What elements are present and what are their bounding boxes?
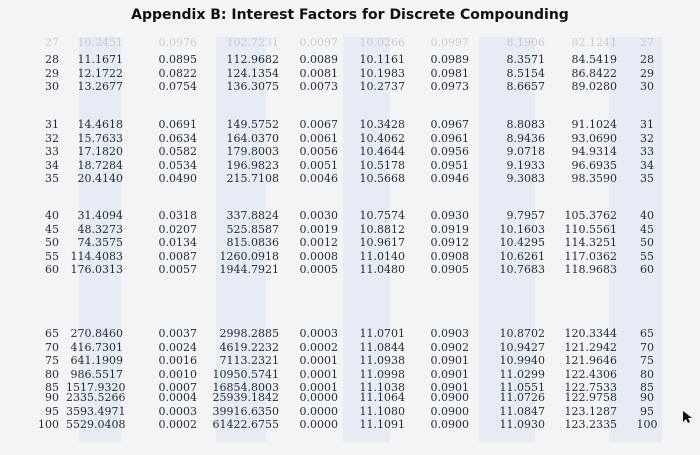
table-cell: 10.1603 [499,222,545,236]
partial-row-cell: 27 [45,36,59,49]
table-cell: 0.0919 [430,222,469,236]
partial-row-cell: 82.1241 [571,36,617,49]
table-cell: 0.0908 [430,249,469,263]
table-cell: 179.8003 [226,145,279,159]
partial-row-cell: 10.0266 [359,36,405,49]
table-cell: 0.0318 [158,209,197,222]
table-cell: 33 [45,145,59,159]
table-cell: 50 [45,236,59,250]
arrow-cursor-icon [683,411,693,423]
table-cell: 91.1024 [571,118,617,131]
table-cell: 0.0901 [430,354,469,368]
table-cell: 100 [38,418,59,432]
table-cell: 8.6657 [506,80,545,94]
table-cell: 0.0900 [430,404,469,418]
table-cell: 10.1983 [359,66,405,80]
table-cell: 80 [45,367,59,381]
table-cell: 11.0930 [499,418,545,432]
row-group [351,327,405,395]
table-cell: 11.0844 [359,340,405,354]
table-cell: 40 [45,209,59,222]
table-cell: 8.5154 [506,66,545,80]
table-cell: 123.2335 [564,418,617,432]
table-cell: 11.1038 [359,381,405,395]
table-cell: 11.1671 [77,53,123,66]
table-cell: 11.0938 [359,354,405,368]
table-cell: 122.7533 [564,381,617,395]
row-group [423,391,469,432]
table-cell: 110.5561 [564,222,617,236]
table-cell: 270.8460 [70,327,123,340]
partial-row-cell: 102.7231 [226,36,279,49]
row-group [423,209,469,277]
table-cell: 90 [640,391,654,404]
row-group [492,209,545,277]
table-cell: 34 [45,158,59,172]
row-group [632,53,662,94]
table-cell: 0.0754 [158,80,197,94]
table-cell: 10.8702 [499,327,545,340]
table-cell: 30 [45,80,59,94]
table-cell: 84.5419 [571,53,617,66]
table-cell: 95 [640,404,654,418]
row-group [293,327,338,395]
partial-row-cell: 27 [640,36,654,49]
table-cell: 0.0051 [299,158,338,172]
table-cell: 121.9646 [564,354,617,368]
table-cell: 31.4094 [77,209,123,222]
table-cell: 28 [45,53,59,66]
table-cell: 80 [640,367,654,381]
table-cell: 9.3083 [506,172,545,186]
table-cell: 10.9427 [499,340,545,354]
table-cell: 11.0998 [359,367,405,381]
table-cell: 0.0057 [158,263,197,277]
table-cell: 114.3251 [564,236,617,250]
row-group [66,327,126,395]
table-cell: 10.9940 [499,354,545,368]
table-cell: 0.0067 [299,118,338,131]
table-cell: 1944.7921 [219,263,279,277]
table-cell: 10.3428 [359,118,405,131]
row-group [293,209,338,277]
row-group [557,209,617,277]
table-cell: 10.2737 [359,80,405,94]
row-group [351,209,405,277]
row-group [151,327,197,395]
row-group [351,391,405,432]
row-group [207,327,279,395]
table-cell: 0.0046 [299,172,338,186]
table-cell: 29 [640,66,654,80]
table-cell: 74.3575 [77,236,123,250]
table-cell: 10.4295 [499,236,545,250]
table-cell: 61422.6755 [212,418,279,432]
table-cell: 10.8812 [359,222,405,236]
table-cell: 55 [45,249,59,263]
table-cell: 5529.0408 [66,418,126,432]
table-cell: 9.0718 [506,145,545,159]
table-cell: 0.0037 [158,327,197,340]
table-cell: 0.0003 [299,327,338,340]
table-cell: 11.0551 [499,381,545,395]
table-cell: 11.1091 [359,418,405,432]
table-cell: 10.5668 [359,172,405,186]
table-cell: 0.0002 [158,418,197,432]
table-cell: 112.9682 [226,53,279,66]
table-cell: 85 [640,381,654,395]
row-group [151,391,197,432]
table-cell: 0.0905 [430,263,469,277]
table-cell: 15.7633 [77,131,123,145]
partial-row-cell: 8.1906 [506,36,545,49]
table-cell: 90 [45,391,59,404]
table-cell: 11.0299 [499,367,545,381]
row-group [632,209,662,277]
table-cell: 60 [45,263,59,277]
row-group [632,327,662,395]
table-cell: 10.5178 [359,158,405,172]
table-cell: 17.1820 [77,145,123,159]
table-cell: 65 [640,327,654,340]
table-cell: 10950.5741 [212,367,279,381]
table-cell: 0.0004 [158,391,197,404]
table-cell: 7113.2321 [219,354,279,368]
table-cell: 117.0362 [564,249,617,263]
table-cell: 28 [640,53,654,66]
row-group [557,391,617,432]
page-title: Appendix B: Interest Factors for Discrete Compounding [131,7,569,23]
row-group [26,391,59,432]
row-group [207,53,279,94]
table-columns [26,37,662,442]
table-cell: 0.0973 [430,80,469,94]
table-cell: 10.1161 [359,53,405,66]
table-cell: 10.4644 [359,145,405,159]
table-cell: 215.7108 [226,172,279,186]
table-cell: 196.9823 [226,158,279,172]
partial-row-cell: 0.0997 [430,36,469,49]
table-cell: 0.0822 [158,66,197,80]
table-cell: 122.9758 [564,391,617,404]
table-cell: 0.0073 [299,80,338,94]
row-group [207,391,279,432]
table-cell: 0.0634 [158,131,197,145]
table-cell: 8.9436 [506,131,545,145]
table-cell: 39916.6350 [212,404,279,418]
table-cell: 118.9683 [564,263,617,277]
table-cell: 11.0847 [499,404,545,418]
table-cell: 11.0726 [499,391,545,404]
table-cell: 11.1064 [359,391,405,404]
table-cell: 0.0902 [430,340,469,354]
table-cell: 0.0001 [299,354,338,368]
table-cell: 34 [640,158,654,172]
table-cell: 122.4306 [564,367,617,381]
table-cell: 0.0000 [299,404,338,418]
table-cell: 10.7683 [499,263,545,277]
table-cell: 16854.8003 [212,381,279,395]
table-cell: 120.3344 [564,327,617,340]
table-cell: 14.4618 [77,118,123,131]
table-cell: 50 [640,236,654,250]
table-cell: 0.0951 [430,158,469,172]
table-cell: 0.0019 [299,222,338,236]
row-group [423,53,469,94]
table-cell: 0.0087 [158,249,197,263]
table-cell: 18.7284 [77,158,123,172]
table-cell: 0.0005 [299,263,338,277]
table-cell: 89.0280 [571,80,617,94]
row-group [26,327,59,395]
table-cell: 0.0134 [158,236,197,250]
table-cell: 149.5752 [226,118,279,131]
table-cell: 0.0089 [299,53,338,66]
table-cell: 65 [45,327,59,340]
table-cell: 13.2677 [77,80,123,94]
table-cell: 1517.9320 [66,381,126,395]
row-group [423,327,469,395]
row-group [66,118,123,186]
table-cell: 32 [45,131,59,145]
table-cell: 45 [45,222,59,236]
table-cell: 105.3762 [564,209,617,222]
table-cell: 10.6261 [499,249,545,263]
table-cell: 0.0012 [299,236,338,250]
row-group [557,118,617,186]
row-group [66,209,123,277]
table-cell: 2335.5266 [66,391,126,404]
partial-row-cell: 10.2451 [77,36,123,49]
row-group [66,53,123,94]
table-cell: 136.3075 [226,80,279,94]
row-group [207,209,279,277]
table-cell: 0.0967 [430,118,469,131]
table-cell: 8.8083 [506,118,545,131]
row-group [423,118,469,186]
table-cell: 337.8824 [226,209,279,222]
table-cell: 0.0900 [430,418,469,432]
table-cell: 121.2942 [564,340,617,354]
table-cell: 95 [45,404,59,418]
table-cell: 11.1080 [359,404,405,418]
table-cell: 30 [640,80,654,94]
table-cell: 0.0691 [158,118,197,131]
table-cell: 0.0000 [299,418,338,432]
table-cell: 0.0901 [430,381,469,395]
row-group [151,209,197,277]
table-cell: 98.3590 [571,172,617,186]
table-cell: 0.0981 [430,66,469,80]
table-cell: 114.4083 [70,249,123,263]
row-group [351,118,405,186]
table-cell: 0.0061 [299,131,338,145]
row-group [293,391,338,432]
table-cell: 4619.2232 [219,340,279,354]
table-cell: 0.0056 [299,145,338,159]
row-group [293,118,338,186]
table-cell: 75 [640,354,654,368]
table-cell: 986.5517 [70,367,123,381]
table-cell: 525.8587 [226,222,279,236]
table-cell: 124.1354 [226,66,279,80]
table-cell: 9.1933 [506,158,545,172]
table-cell: 11.0480 [359,263,405,277]
table-cell: 0.0912 [430,236,469,250]
table-cell: 35 [45,172,59,186]
row-group [557,327,617,395]
table-cell: 11.0140 [359,249,405,263]
table-cell: 10.7574 [359,209,405,222]
table-cell: 0.0002 [299,340,338,354]
table-cell: 75 [45,354,59,368]
table-cell: 0.0582 [158,145,197,159]
table-cell: 0.0961 [430,131,469,145]
table-cell: 86.8422 [571,66,617,80]
table-cell: 45 [640,222,654,236]
table-cell: 123.1287 [564,404,617,418]
table-cell: 29 [45,66,59,80]
table-cell: 93.0690 [571,131,617,145]
table-cell: 70 [640,340,654,354]
table-cell: 0.0003 [158,404,197,418]
table-cell: 0.0016 [158,354,197,368]
table-cell: 100 [636,418,658,432]
table-cell: 0.0946 [430,172,469,186]
table-cell: 0.0900 [430,391,469,404]
table-cell: 31 [640,118,654,131]
row-group [66,391,126,432]
table-cell: 0.0956 [430,145,469,159]
row-group [26,53,59,94]
table-cell: 2998.2885 [219,327,279,340]
table-cell: 60 [640,263,654,277]
table-cell: 40 [640,209,654,222]
table-cell: 0.0024 [158,340,197,354]
table-cell: 0.0007 [158,381,197,395]
table-cell: 10.4062 [359,131,405,145]
table-cell: 0.0901 [430,367,469,381]
table-cell: 0.0207 [158,222,197,236]
row-group [293,53,338,94]
row-group [492,118,545,186]
partial-row-cell: 0.0976 [158,36,197,49]
row-group [632,118,662,186]
table-cell: 25939.1842 [212,391,279,404]
row-group [492,391,545,432]
table-cell: 416.7301 [70,340,123,354]
table-cell: 10.9617 [359,236,405,250]
table-cell: 3593.4971 [66,404,126,418]
table-cell: 0.0001 [299,381,338,395]
table-cell: 31 [45,118,59,131]
table-cell: 85 [45,381,59,395]
table-cell: 11.0701 [359,327,405,340]
row-group [492,327,545,395]
partial-row-cell: 0.0097 [299,36,338,49]
table-cell: 1260.0918 [219,249,279,263]
table-cell: 8.3571 [506,53,545,66]
table-cell: 641.1909 [70,354,123,368]
table-cell: 9.7957 [506,209,545,222]
table-cell: 0.0081 [299,66,338,80]
table-cell: 0.0895 [158,53,197,66]
table-cell: 0.0930 [430,209,469,222]
table-cell: 0.0030 [299,209,338,222]
row-group [632,391,662,432]
table-cell: 20.4140 [77,172,123,186]
table-cell: 0.0001 [299,367,338,381]
table-cell: 0.0000 [299,391,338,404]
table-cell: 94.9314 [571,145,617,159]
table-cell: 96.6935 [571,158,617,172]
table-cell: 164.0370 [226,131,279,145]
row-group [26,118,59,186]
table-cell: 32 [640,131,654,145]
table-cell: 0.0008 [299,249,338,263]
table-cell: 0.0989 [430,53,469,66]
table-cell: 12.1722 [77,66,123,80]
row-group [351,53,405,94]
row-group [207,118,279,186]
row-group [492,53,545,94]
table-cell: 70 [45,340,59,354]
row-group [151,118,197,186]
table-cell: 33 [640,145,654,159]
table-cell: 0.0010 [158,367,197,381]
interest-factors-table [26,37,662,442]
table-cell: 55 [640,249,654,263]
row-group [557,53,617,94]
table-cell: 0.0903 [430,327,469,340]
table-cell: 0.0490 [158,172,197,186]
table-cell: 176.0313 [70,263,123,277]
table-cell: 0.0534 [158,158,197,172]
table-cell: 48.3273 [77,222,123,236]
row-group [26,209,59,277]
table-cell: 815.0836 [226,236,279,250]
row-group [151,53,197,94]
table-cell: 35 [640,172,654,186]
